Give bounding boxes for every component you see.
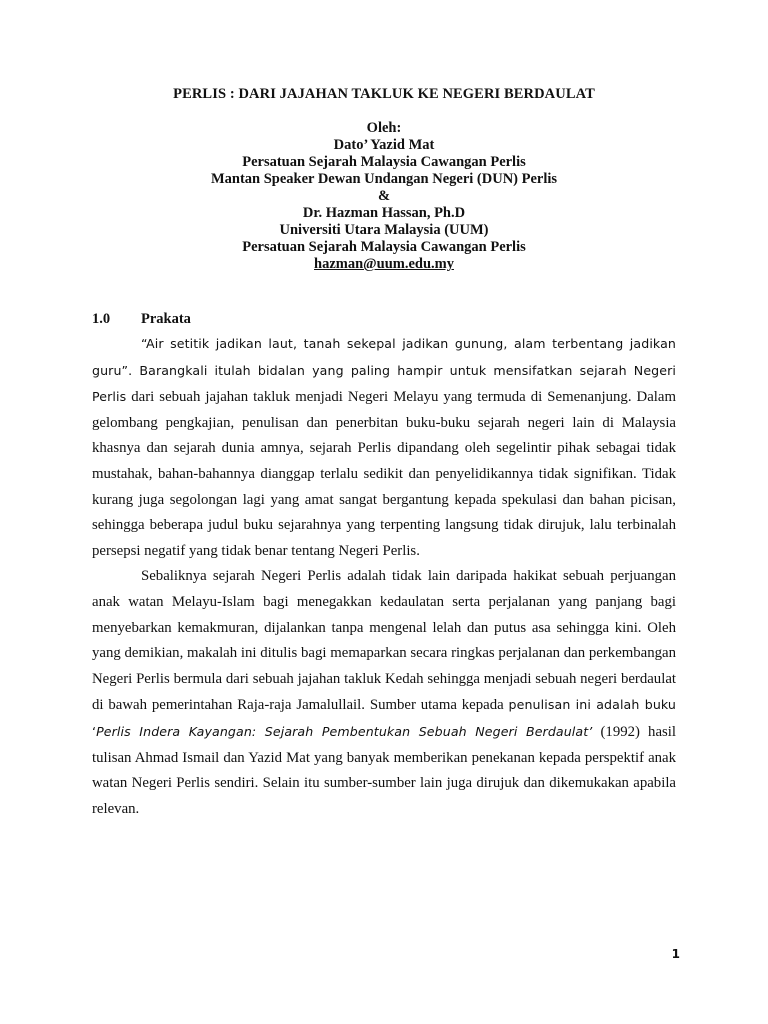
author2-name: Dr. Hazman Hassan, Ph.D [302,205,466,221]
section-number: 1.0 [92,311,111,327]
source-lead-text: penulisan ini adalah buku ‘ [92,697,676,739]
author-separator: & [377,188,391,204]
author-block [0,120,768,273]
paragraph-2 [92,564,676,822]
author2-affiliation-2: Persatuan Sejarah Malaysia Cawangan Perlis [242,239,526,255]
paragraph-2-text: Sebaliknya sejarah Negeri Perlis adalah tidak lain daripada hakikat sebuah perjuangan anak watan Melayu-Islam bagi menegakkan kedaulatan serta perjalanan yang panjang bagi menyebarkan kemakmuran, dijalankan tanpa mengenal lelah dan putus asa sehingga kini. Oleh yang demikian, makalah ini ditulis bagi memaparkan secara ringkas perjalanan dan perkembangan Negeri Perlis bermula dari sebuah jajahan takluk Kedah sehingga menjadi sebuah negeri berdaulat di bawah pemerintahan Raja-raja Jamalullail. Sumber utama kepada [92,568,676,714]
author1-name: Dato’ Yazid Mat [333,137,435,153]
byline-label: Oleh: [366,120,402,136]
body-text [92,331,676,822]
page-number: 1 [671,947,680,961]
paragraph-1 [92,331,676,564]
author2-affiliation-1: Universiti Utara Malaysia (UUM) [279,222,489,238]
author1-affiliation-1: Persatuan Sejarah Malaysia Cawangan Perlis [242,154,526,170]
paragraph-1-text: dari sebuah jajahan takluk menjadi Negeri Melayu yang termuda di Semenanjung. Dalam gelombang pengkajian, penulisan dan penerbitan buku-buku sejarah negeri lain di Malaysia khasnya dan sejarah dunia amnya, sejarah Perlis dipandang oleh segelintir pihak sebagai tidak mustahak, bahan-bahannya dianggap terlalu sedikit dan penyelidikannya tidak signifikan. Tidak kurang juga segolongan lagi yang amat sangat bergantung kepada spekulasi dan bahan picisan, sehingga beberapa judul buku sejarahnya yang terpenting langsung tidak dirujuk, lalu terbinalah persepsi negatif yang tidak benar tentang Negeri Perlis. [92,389,676,559]
author1-affiliation-2: Mantan Speaker Dewan Undangan Negeri (DUN) Perlis [210,171,558,187]
opening-quote: “Air setitik jadikan laut, tanah sekepal jadikan gunung, alam terbentang jadikan guru”. Barangkali itulah bidalan yang paling hampir untuk mensifatkan sejarah Negeri Perlis [92,336,676,405]
section-title: Prakata [141,311,191,327]
paragraph-2-text-end: (1992) hasil tulisan Ahmad Ismail dan Yazid Mat yang banyak memberikan penekanan kepada perspektif anak watan Negeri Perlis sendiri. Selain itu sumber-sumber lain juga dirujuk dan dikemukakan apabila relevan. [92,723,676,817]
book-title: Perlis Indera Kayangan: Sejarah Pembentukan Sebuah Negeri Berdaulat’ [96,723,593,739]
author-email-link[interactable]: hazman@uum.edu.my [314,256,454,272]
document-title: PERLIS : DARI JAJAHAN TAKLUK KE NEGERI BERDAULAT [173,86,595,102]
